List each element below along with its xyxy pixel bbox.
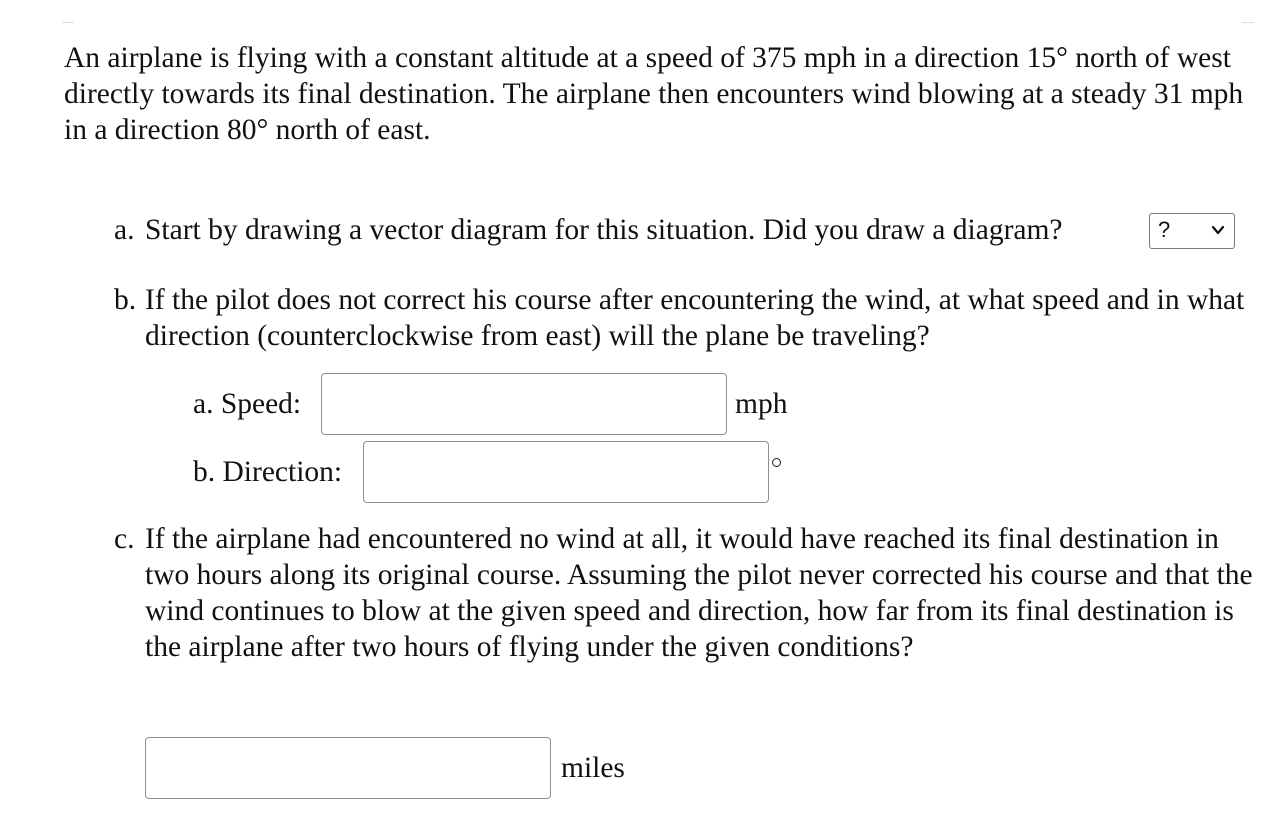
direction-input[interactable] xyxy=(363,441,769,503)
speed-input[interactable] xyxy=(321,373,727,435)
direction-label: b. Direction: xyxy=(193,456,343,488)
speed-unit: mph xyxy=(735,388,788,420)
top-left-divider xyxy=(62,22,74,23)
chevron-down-icon xyxy=(1211,223,1225,237)
question-a xyxy=(114,212,1254,248)
question-b-text: If the pilot does not correct his course after encountering the wind, at what speed and in what direction (counterclockwise from east) will the plane be traveling? xyxy=(145,284,1245,352)
question-b-letter: b. xyxy=(114,284,137,316)
question-c xyxy=(114,521,1254,665)
diagram-drawn-select[interactable] xyxy=(1149,213,1235,249)
top-right-divider xyxy=(1242,22,1254,23)
question-b xyxy=(114,282,1254,354)
question-a-text: Start by drawing a vector diagram for this situation. Did you draw a diagram? xyxy=(145,214,1063,246)
degree-icon xyxy=(772,458,781,467)
question-c-letter: c. xyxy=(114,523,135,555)
diagram-drawn-select-value: ? xyxy=(1158,217,1171,242)
question-a-letter: a. xyxy=(114,214,135,246)
distance-input[interactable] xyxy=(145,737,551,799)
distance-unit: miles xyxy=(561,752,625,784)
problem-statement: An airplane is flying with a constant altitude at a speed of 375 mph in a direction 15° north of west directly towards its final destination. The airplane then encounters wind blowing at a steady 31 mph in a direction 80° north of east. xyxy=(64,42,1244,146)
speed-label: a. Speed: xyxy=(193,388,302,420)
question-c-text: If the airplane had encountered no wind at all, it would have reached its final destination in two hours along its original course. Assuming the pilot never corrected his course and that the wind continues to blow at the given speed and direction, how far from its final destination is the airplane after two hours of flying under the given conditions? xyxy=(145,523,1253,663)
